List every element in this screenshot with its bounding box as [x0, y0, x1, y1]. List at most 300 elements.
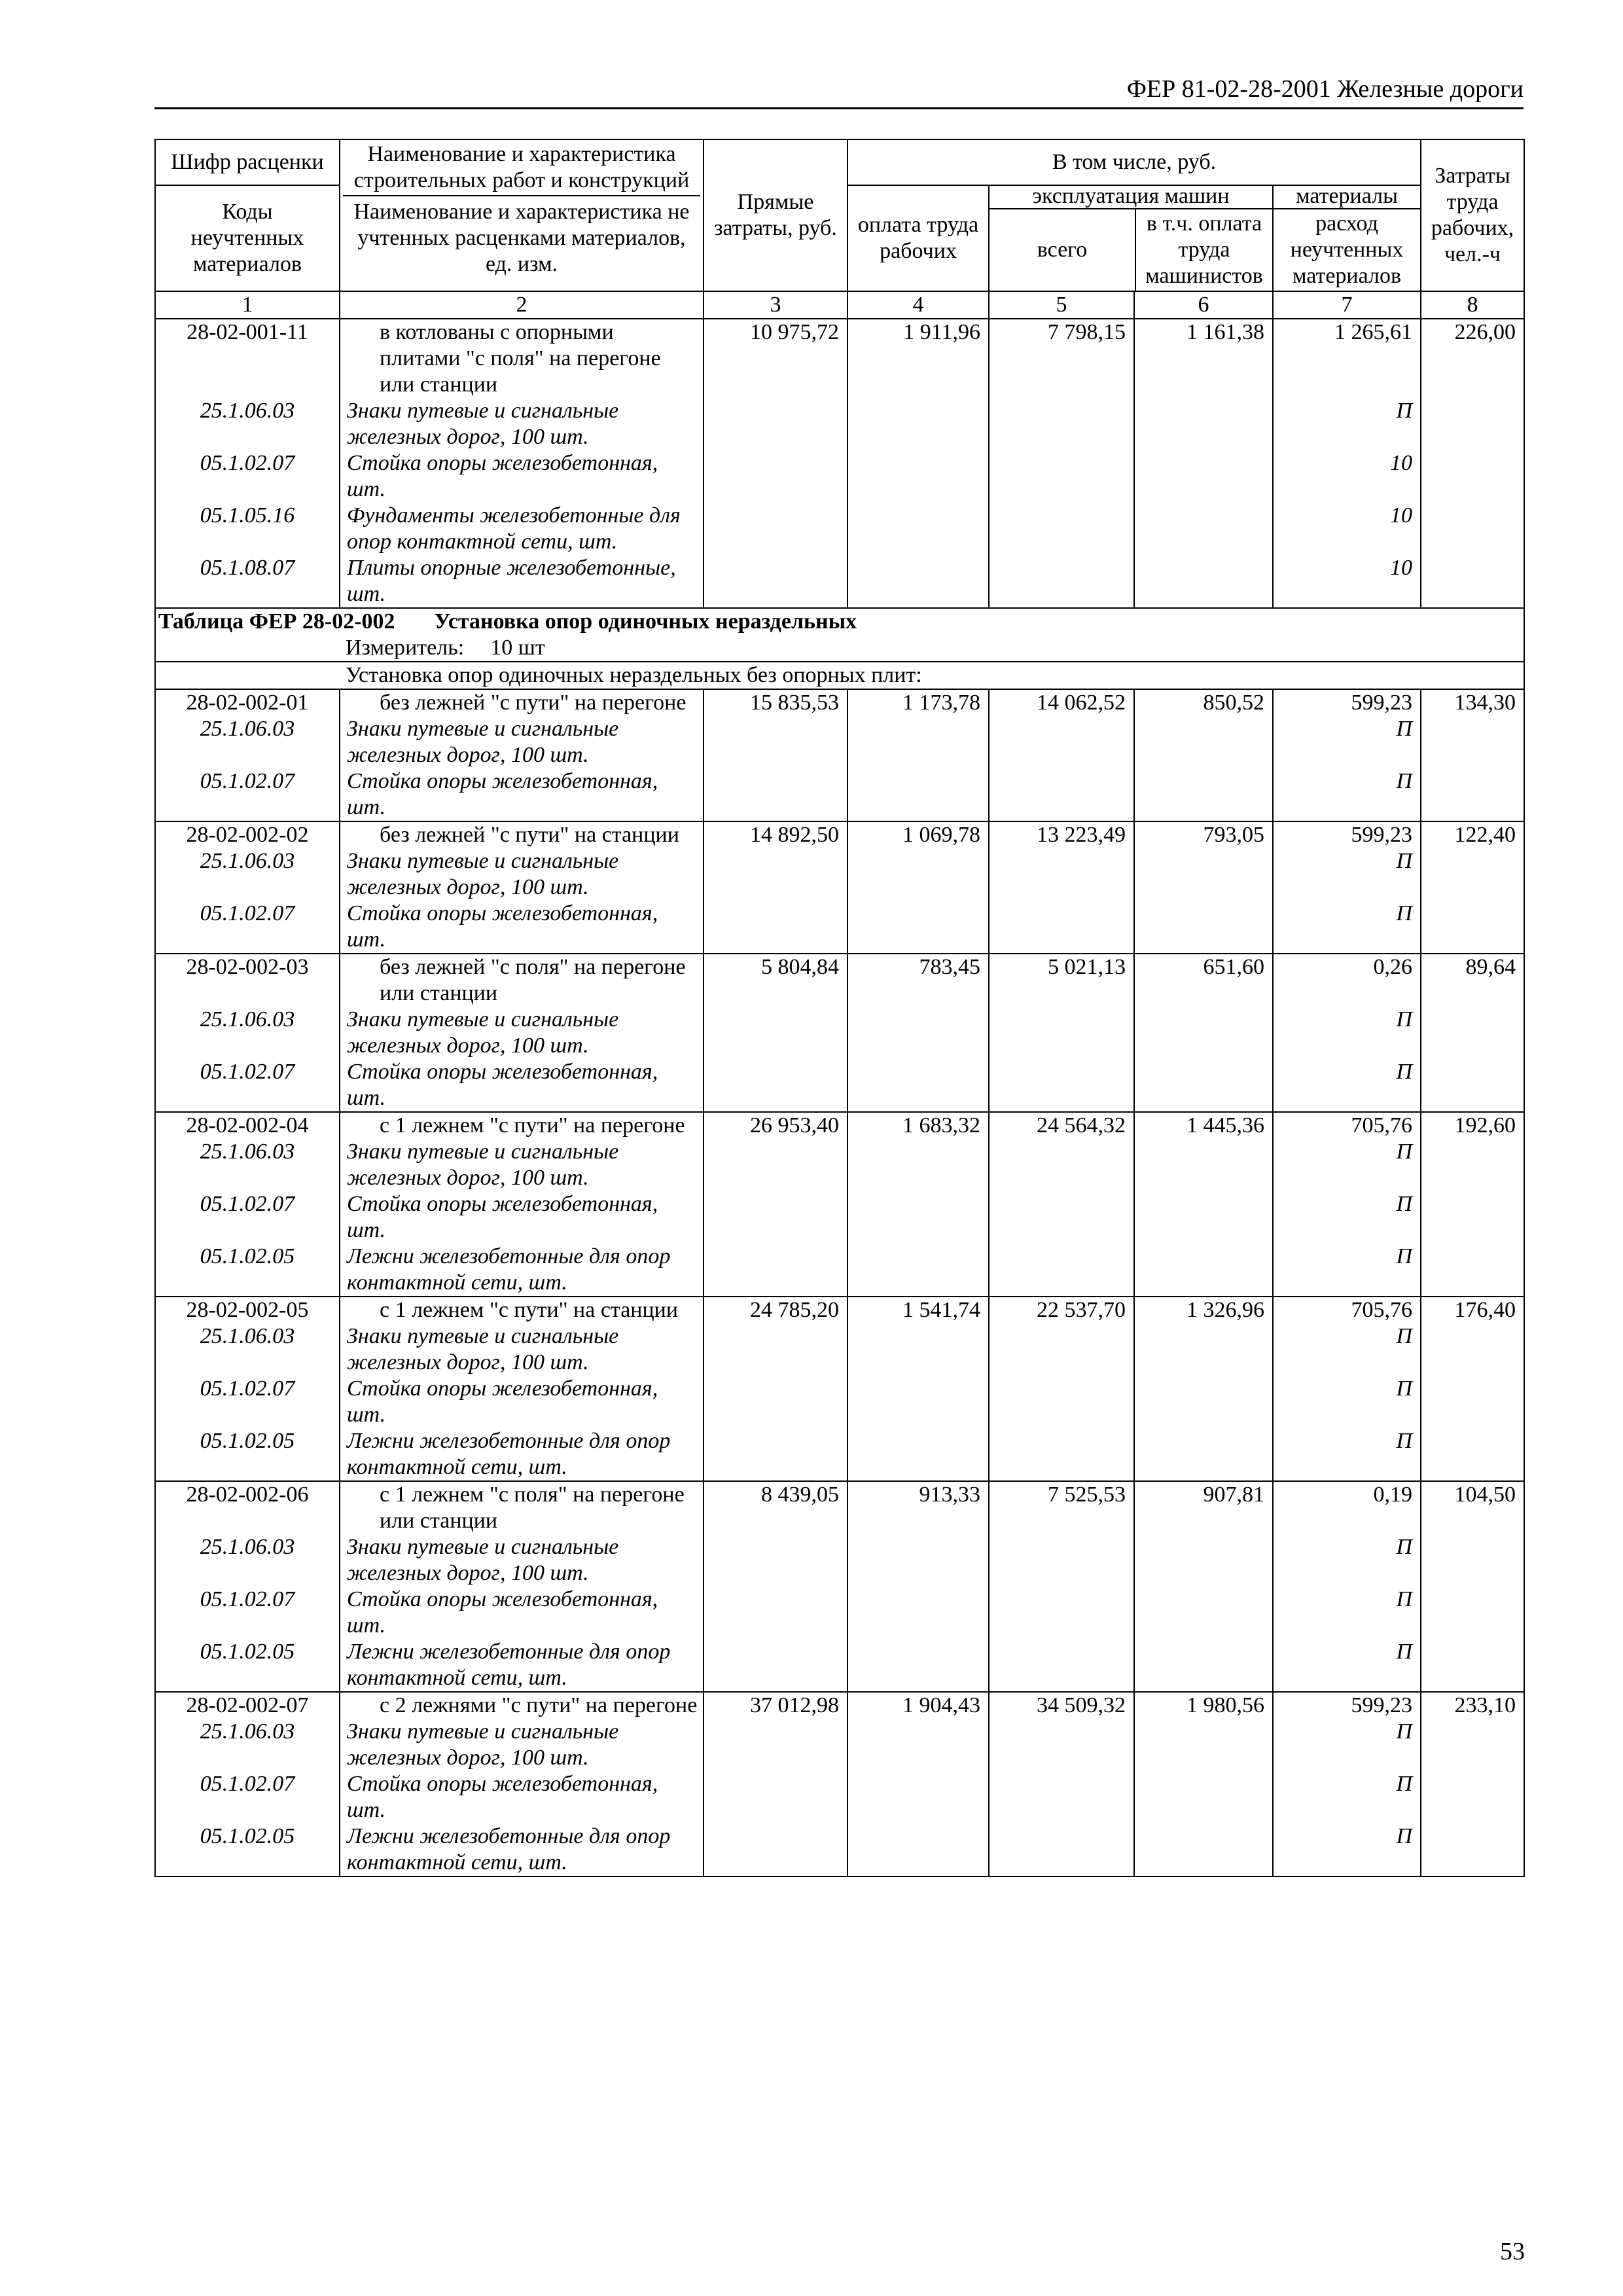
rate-code: 28-02-002-02: [155, 821, 340, 848]
empty-cell: [847, 1376, 989, 1428]
empty-cell: [1134, 398, 1273, 450]
machines-cost: 5 021,13: [989, 954, 1134, 1007]
empty-cell: [704, 1639, 847, 1692]
material-row: [155, 555, 1524, 608]
empty-cell: [989, 1139, 1134, 1191]
empty-cell: [847, 1587, 989, 1639]
empty-cell: [704, 1428, 847, 1481]
header-rule: [154, 107, 1524, 109]
empty-cell: [1134, 1323, 1273, 1376]
empty-cell: [989, 1587, 1134, 1639]
col-number: 6: [1134, 291, 1273, 319]
empty-cell: [1421, 1139, 1524, 1191]
material-qty: П: [1273, 716, 1421, 768]
empty-cell: [704, 1007, 847, 1059]
material-code: 25.1.06.03: [155, 1719, 340, 1771]
material-qty: П: [1273, 1771, 1421, 1823]
material-row: [155, 848, 1524, 901]
empty-cell: [704, 1323, 847, 1376]
material-row: [155, 1059, 1524, 1112]
header-direct-cell: Прямые затраты, руб.: [704, 139, 847, 291]
materials-cost: 705,76: [1273, 1297, 1421, 1323]
empty-cell: [704, 450, 847, 503]
material-code: 25.1.06.03: [155, 1139, 340, 1191]
material-row: [155, 1323, 1524, 1376]
material-qty: П: [1273, 1823, 1421, 1876]
material-qty: 10: [1273, 555, 1421, 608]
direct-cost: 5 804,84: [704, 954, 847, 1007]
header-machinists: в т.ч. оплата труда машинистов: [1145, 211, 1263, 288]
empty-cell: [704, 503, 847, 555]
empty-cell: [847, 450, 989, 503]
wages-cost: 1 911,96: [847, 319, 989, 398]
direct-cost: 8 439,05: [704, 1481, 847, 1534]
material-code: 25.1.06.03: [155, 1323, 340, 1376]
materials-cost: 599,23: [1273, 689, 1421, 716]
material-qty: П: [1273, 901, 1421, 954]
empty-cell: [989, 1428, 1134, 1481]
empty-cell: [847, 1823, 989, 1876]
empty-cell: [989, 1059, 1134, 1112]
material-row: [155, 1244, 1524, 1297]
material-row: [155, 1139, 1524, 1191]
measure-label: Измеритель:: [346, 636, 465, 660]
labor-cost: 122,40: [1421, 821, 1524, 848]
empty-cell: [704, 1059, 847, 1112]
rate-row: [155, 954, 1524, 1007]
empty-cell: [847, 1771, 989, 1823]
measure-row: [155, 635, 1524, 662]
machines-cost: 14 062,52: [989, 689, 1134, 716]
empty-cell: [847, 555, 989, 608]
material-row: [155, 1428, 1524, 1481]
empty-cell: [989, 1823, 1134, 1876]
col-number: 2: [340, 291, 704, 319]
rate-row: [155, 689, 1524, 716]
measure-value: 10 шт: [490, 636, 545, 660]
empty-cell: [1134, 503, 1273, 555]
empty-cell: [847, 1534, 989, 1587]
direct-cost: 24 785,20: [704, 1297, 847, 1323]
material-row: [155, 716, 1524, 768]
header-materials-cell: [1273, 185, 1421, 291]
rate-name: без лежней "с пути" на перегоне: [340, 689, 704, 716]
material-row: [155, 450, 1524, 503]
section-title-row: [155, 608, 1524, 635]
header-code-cell: Шифр расценки: [155, 139, 340, 185]
empty-cell: [704, 1376, 847, 1428]
material-name: Стойка опоры железобетонная, шт.: [340, 901, 704, 954]
empty-cell: [704, 1244, 847, 1297]
empty-cell: [1134, 1587, 1273, 1639]
materials-cost: 705,76: [1273, 1112, 1421, 1139]
empty-cell: [989, 503, 1134, 555]
header-materials-title: материалы: [1274, 186, 1420, 209]
material-row: [155, 768, 1524, 821]
material-code: 05.1.02.05: [155, 1823, 340, 1876]
empty-cell: [847, 1323, 989, 1376]
machines-cost: 7 525,53: [989, 1481, 1134, 1534]
material-code: 05.1.02.07: [155, 901, 340, 954]
materials-cost: 0,26: [1273, 954, 1421, 1007]
material-row: [155, 1771, 1524, 1823]
empty-cell: [989, 1639, 1134, 1692]
empty-cell: [847, 398, 989, 450]
empty-cell: [847, 768, 989, 821]
rate-name: с 1 лежнем "с поля" на перегоне или станции: [340, 1481, 704, 1534]
material-name: Знаки путевые и сигнальные железных дорог, 100 шт.: [340, 716, 704, 768]
materials-cost: 599,23: [1273, 821, 1421, 848]
labor-cost: 176,40: [1421, 1297, 1524, 1323]
empty-cell: [1134, 1191, 1273, 1244]
empty-cell: [1134, 1823, 1273, 1876]
empty-cell: [847, 848, 989, 901]
empty-cell: [1134, 1428, 1273, 1481]
machinists-cost: 907,81: [1134, 1481, 1273, 1534]
material-name: Знаки путевые и сигнальные железных дорог, 100 шт.: [340, 1007, 704, 1059]
machinists-cost: 1 980,56: [1134, 1692, 1273, 1719]
rate-code: 28-02-002-01: [155, 689, 340, 716]
materials-cost: 0,19: [1273, 1481, 1421, 1534]
labor-cost: 134,30: [1421, 689, 1524, 716]
empty-cell: [847, 716, 989, 768]
rate-row: [155, 1481, 1524, 1534]
empty-cell: [704, 555, 847, 608]
material-qty: П: [1273, 1244, 1421, 1297]
material-name: Знаки путевые и сигнальные железных дорог, 100 шт.: [340, 1534, 704, 1587]
empty-cell: [847, 1007, 989, 1059]
empty-cell: [1421, 1587, 1524, 1639]
material-code: 05.1.02.07: [155, 1771, 340, 1823]
empty-cell: [1421, 1376, 1524, 1428]
material-name: Плиты опорные железобетонные, шт.: [340, 555, 704, 608]
empty-cell: [1134, 1007, 1273, 1059]
rate-row: [155, 1692, 1524, 1719]
rates-table: [154, 139, 1525, 1877]
column-numbers-row: [155, 291, 1524, 319]
empty-cell: [847, 1719, 989, 1771]
material-name: Знаки путевые и сигнальные железных дорог, 100 шт.: [340, 848, 704, 901]
empty-cell: [704, 716, 847, 768]
material-row: [155, 1587, 1524, 1639]
wages-cost: 913,33: [847, 1481, 989, 1534]
rate-name: с 1 лежнем "с пути" на перегоне: [340, 1112, 704, 1139]
empty-cell: [1421, 1771, 1524, 1823]
empty-cell: [1421, 1534, 1524, 1587]
empty-cell: [704, 1771, 847, 1823]
material-qty: П: [1273, 1139, 1421, 1191]
empty-cell: [1134, 1376, 1273, 1428]
material-code: 25.1.06.03: [155, 1534, 340, 1587]
machinists-cost: 1 326,96: [1134, 1297, 1273, 1323]
empty-cell: [1134, 1719, 1273, 1771]
material-name: Знаки путевые и сигнальные железных дорог, 100 шт.: [340, 398, 704, 450]
material-name: Знаки путевые и сигнальные железных дорог, 100 шт.: [340, 1139, 704, 1191]
material-name: Стойка опоры железобетонная, шт.: [340, 1771, 704, 1823]
material-name: Стойка опоры железобетонная, шт.: [340, 1191, 704, 1244]
material-name: Знаки путевые и сигнальные железных дорог, 100 шт.: [340, 1719, 704, 1771]
wages-cost: 1 904,43: [847, 1692, 989, 1719]
rate-row: [155, 1297, 1524, 1323]
labor-cost: 89,64: [1421, 954, 1524, 1007]
wages-cost: 783,45: [847, 954, 989, 1007]
empty-cell: [847, 1059, 989, 1112]
direct-cost: 10 975,72: [704, 319, 847, 398]
machines-cost: 24 564,32: [989, 1112, 1134, 1139]
material-name: Стойка опоры железобетонная, шт.: [340, 1376, 704, 1428]
material-qty: П: [1273, 1191, 1421, 1244]
wages-cost: 1 069,78: [847, 821, 989, 848]
empty-cell: [989, 768, 1134, 821]
material-name: Лежни железобетонные для опор контактной сети, шт.: [340, 1244, 704, 1297]
col-number: 4: [847, 291, 989, 319]
empty-cell: [847, 1191, 989, 1244]
empty-cell: [847, 1139, 989, 1191]
material-row: [155, 398, 1524, 450]
material-name: Фундаменты железобетонные для опор контактной сети, шт.: [340, 503, 704, 555]
empty-cell: [1134, 555, 1273, 608]
material-qty: П: [1273, 848, 1421, 901]
machines-cost: 13 223,49: [989, 821, 1134, 848]
rate-code: 28-02-002-06: [155, 1481, 340, 1534]
col-number: 3: [704, 291, 847, 319]
empty-cell: [704, 398, 847, 450]
rate-name: с 2 лежнями "с пути" на перегоне: [340, 1692, 704, 1719]
material-qty: П: [1273, 1639, 1421, 1692]
empty-cell: [847, 503, 989, 555]
empty-cell: [704, 1534, 847, 1587]
col-number: 7: [1273, 291, 1421, 319]
material-name: Лежни железобетонные для опор контактной сети, шт.: [340, 1823, 704, 1876]
wages-cost: 1 173,78: [847, 689, 989, 716]
material-code: 05.1.02.07: [155, 768, 340, 821]
empty-cell: [989, 1376, 1134, 1428]
empty-cell: [1421, 901, 1524, 954]
material-qty: 10: [1273, 503, 1421, 555]
section-title: [155, 608, 1524, 635]
empty-cell: [1134, 848, 1273, 901]
empty-cell: [1134, 1534, 1273, 1587]
material-row: [155, 1534, 1524, 1587]
material-name: Стойка опоры железобетонная, шт.: [340, 450, 704, 503]
empty-cell: [1134, 1139, 1273, 1191]
material-qty: П: [1273, 1534, 1421, 1587]
material-code: 25.1.06.03: [155, 398, 340, 450]
empty-cell: [989, 1323, 1134, 1376]
empty-cell: [1421, 398, 1524, 450]
material-row: [155, 503, 1524, 555]
material-code: 05.1.02.07: [155, 450, 340, 503]
empty-cell: [1421, 503, 1524, 555]
header-mat-codes-cell: Коды неучтенных материалов: [155, 185, 340, 291]
header-incl-cell: В том числе, руб.: [847, 139, 1421, 185]
empty-cell: [989, 1534, 1134, 1587]
rate-name: без лежней "с пути" на станции: [340, 821, 704, 848]
header-machines-title: эксплуатация машин: [990, 186, 1272, 209]
material-code: 25.1.06.03: [155, 1007, 340, 1059]
measure-cell: [155, 635, 1524, 662]
col-number: 1: [155, 291, 340, 319]
empty-cell: [1134, 450, 1273, 503]
materials-cost: 599,23: [1273, 1692, 1421, 1719]
subsection-title: Установка опор одиночных нераздельных без опорных плит:: [155, 662, 1524, 689]
rate-name: с 1 лежнем "с пути" на станции: [340, 1297, 704, 1323]
wages-cost: 1 541,74: [847, 1297, 989, 1323]
material-row: [155, 1823, 1524, 1876]
header-row-1: [155, 139, 1524, 185]
material-row: [155, 1639, 1524, 1692]
empty-cell: [989, 1244, 1134, 1297]
empty-cell: [704, 1823, 847, 1876]
empty-cell: [1421, 1719, 1524, 1771]
material-name: Стойка опоры железобетонная, шт.: [340, 1059, 704, 1112]
section-table-code: Таблица ФЕР 28-02-002: [158, 609, 395, 634]
machinists-cost: 651,60: [1134, 954, 1273, 1007]
rate-code: 28-02-002-07: [155, 1692, 340, 1719]
material-qty: 10: [1273, 450, 1421, 503]
labor-cost: 233,10: [1421, 1692, 1524, 1719]
empty-cell: [1134, 716, 1273, 768]
material-row: [155, 1376, 1524, 1428]
header-machines-cell: [989, 185, 1273, 291]
empty-cell: [989, 450, 1134, 503]
empty-cell: [1134, 1771, 1273, 1823]
empty-cell: [989, 901, 1134, 954]
material-code: 05.1.08.07: [155, 555, 340, 608]
empty-cell: [1134, 1059, 1273, 1112]
empty-cell: [847, 1244, 989, 1297]
material-code: 05.1.02.07: [155, 1059, 340, 1112]
material-code: 25.1.06.03: [155, 716, 340, 768]
header-machines-total: всего: [990, 209, 1136, 291]
labor-cost: 192,60: [1421, 1112, 1524, 1139]
material-qty: П: [1273, 1376, 1421, 1428]
rate-code: 28-02-002-04: [155, 1112, 340, 1139]
material-row: [155, 1191, 1524, 1244]
direct-cost: 15 835,53: [704, 689, 847, 716]
empty-cell: [847, 1428, 989, 1481]
material-name: Стойка опоры железобетонная, шт.: [340, 768, 704, 821]
material-row: [155, 1007, 1524, 1059]
direct-cost: 26 953,40: [704, 1112, 847, 1139]
rate-code: 28-02-002-03: [155, 954, 340, 1007]
material-qty: П: [1273, 1007, 1421, 1059]
empty-cell: [1421, 1639, 1524, 1692]
empty-cell: [704, 1139, 847, 1191]
empty-cell: [1421, 1823, 1524, 1876]
empty-cell: [989, 555, 1134, 608]
material-name: Знаки путевые и сигнальные железных дорог, 100 шт.: [340, 1323, 704, 1376]
rate-row: [155, 319, 1524, 398]
empty-cell: [1421, 1323, 1524, 1376]
material-qty: П: [1273, 768, 1421, 821]
header-wages-cell: оплата труда рабочих: [847, 185, 989, 291]
machinists-cost: 1 445,36: [1134, 1112, 1273, 1139]
empty-cell: [704, 1587, 847, 1639]
section-table-title: Установка опор одиночных нераздельных: [434, 609, 857, 634]
rate-code: 28-02-001-11: [155, 319, 340, 398]
empty-cell: [989, 1007, 1134, 1059]
machines-cost: 7 798,15: [989, 319, 1134, 398]
material-code: 05.1.02.07: [155, 1587, 340, 1639]
rate-name: без лежней "с поля" на перегоне или станции: [340, 954, 704, 1007]
empty-cell: [989, 1191, 1134, 1244]
page-number: 53: [1500, 2238, 1525, 2265]
material-qty: П: [1273, 1428, 1421, 1481]
empty-cell: [847, 901, 989, 954]
material-code: 05.1.02.07: [155, 1376, 340, 1428]
material-code: 25.1.06.03: [155, 848, 340, 901]
labor-cost: 104,50: [1421, 1481, 1524, 1534]
rate-name: в котлованы с опорными плитами "с поля" на перегоне или станции: [340, 319, 704, 398]
material-code: 05.1.02.05: [155, 1428, 340, 1481]
empty-cell: [704, 901, 847, 954]
empty-cell: [1421, 716, 1524, 768]
rate-code: 28-02-002-05: [155, 1297, 340, 1323]
direct-cost: 37 012,98: [704, 1692, 847, 1719]
material-qty: П: [1273, 1059, 1421, 1112]
material-name: Стойка опоры железобетонная, шт.: [340, 1587, 704, 1639]
material-code: 05.1.05.16: [155, 503, 340, 555]
empty-cell: [1421, 555, 1524, 608]
empty-cell: [1134, 1244, 1273, 1297]
material-code: 05.1.02.05: [155, 1244, 340, 1297]
empty-cell: [704, 768, 847, 821]
empty-cell: [704, 848, 847, 901]
empty-cell: [1421, 1059, 1524, 1112]
material-qty: П: [1273, 1719, 1421, 1771]
material-qty: П: [1273, 398, 1421, 450]
empty-cell: [989, 1719, 1134, 1771]
col-number: 5: [989, 291, 1134, 319]
empty-cell: [1421, 848, 1524, 901]
wages-cost: 1 683,32: [847, 1112, 989, 1139]
empty-cell: [1421, 450, 1524, 503]
header-name-top: Наименование и характеристика строительных работ и конструкций: [343, 141, 700, 196]
materials-cost: 1 265,61: [1273, 319, 1421, 398]
material-name: Лежни железобетонные для опор контактной сети, шт.: [340, 1639, 704, 1692]
material-code: 05.1.02.05: [155, 1639, 340, 1692]
subsection-row: [155, 662, 1524, 689]
header-name-cell: [340, 139, 704, 291]
labor-cost: 226,00: [1421, 319, 1524, 398]
empty-cell: [1421, 768, 1524, 821]
col-number: 8: [1421, 291, 1524, 319]
empty-cell: [989, 398, 1134, 450]
machines-cost: 22 537,70: [989, 1297, 1134, 1323]
empty-cell: [1421, 1191, 1524, 1244]
header-labor-cell: Затраты труда рабочих, чел.-ч: [1421, 139, 1524, 291]
empty-cell: [704, 1719, 847, 1771]
material-row: [155, 901, 1524, 954]
document-header-title: ФЕР 81-02-28-2001 Железные дороги: [1126, 75, 1524, 103]
empty-cell: [1421, 1007, 1524, 1059]
empty-cell: [1134, 1639, 1273, 1692]
machinists-cost: 1 161,38: [1134, 319, 1273, 398]
rate-row: [155, 1112, 1524, 1139]
empty-cell: [989, 848, 1134, 901]
empty-cell: [1134, 768, 1273, 821]
empty-cell: [847, 1639, 989, 1692]
empty-cell: [1421, 1428, 1524, 1481]
material-qty: П: [1273, 1587, 1421, 1639]
empty-cell: [1134, 901, 1273, 954]
machinists-cost: 850,52: [1134, 689, 1273, 716]
machinists-cost: 793,05: [1134, 821, 1273, 848]
empty-cell: [1421, 1244, 1524, 1297]
material-code: 05.1.02.07: [155, 1191, 340, 1244]
material-row: [155, 1719, 1524, 1771]
